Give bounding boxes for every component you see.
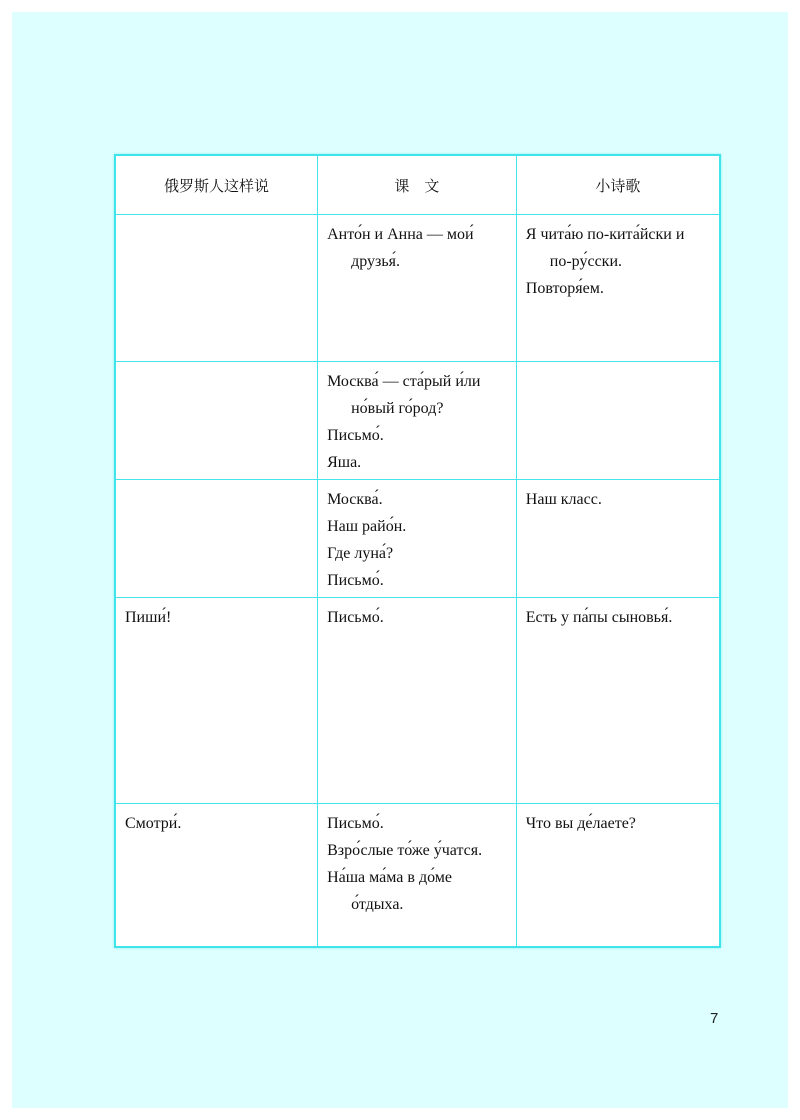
cell-line: Москва́. [327, 491, 383, 508]
poem-cell-content [517, 215, 719, 302]
header-russian-phrases: 俄罗斯人这样说 [115, 155, 318, 215]
phrase-cell [115, 215, 318, 362]
phrase-cell-content [116, 480, 317, 486]
poem-cell [516, 598, 720, 804]
cell-line: по-ру́сски. [549, 253, 622, 270]
text-cell-content [318, 480, 516, 594]
cell-line: Письмо́. [327, 572, 384, 589]
text-cell [318, 804, 517, 948]
poem-cell-content [517, 804, 719, 837]
cell-line: Яша. [327, 454, 362, 471]
table-row [115, 480, 720, 598]
cell-line: Анто́н и Анна — мои́ [327, 226, 474, 243]
cell-line: Я чита́ю по-кита́йски и [525, 226, 685, 243]
cell-line: Наш райо́н. [327, 518, 407, 535]
header-poems: 小诗歌 [516, 155, 720, 215]
text-cell-content [318, 804, 516, 918]
poem-cell [516, 480, 720, 598]
phrase-cell [115, 362, 318, 480]
cell-line: о́тдыха. [351, 896, 404, 913]
cell-line: Москва́ — ста́рый и́ли [327, 373, 481, 390]
cell-line: Письмо́. [327, 609, 384, 626]
table-row [115, 362, 720, 480]
cell-line: Что вы де́лаете? [525, 815, 636, 832]
text-cell-content [318, 598, 516, 631]
page-number: 7 [710, 1010, 719, 1027]
cell-line: Есть у па́пы сыновья́. [525, 609, 673, 626]
phrase-cell-content [116, 804, 317, 837]
cell-line: Письмо́. [327, 427, 384, 444]
cell-line: Смотри́. [125, 815, 182, 832]
phrase-cell-content [116, 362, 317, 368]
table-header-row [115, 155, 720, 215]
cell-line: Взро́слые то́же у́чатся. [327, 842, 483, 859]
text-cell-content [318, 362, 516, 476]
phrase-cell-content [116, 598, 317, 631]
cell-line: друзья́. [351, 253, 400, 270]
cell-line: но́вый го́род? [351, 400, 444, 417]
text-cell [318, 598, 517, 804]
phrase-cell [115, 480, 318, 598]
phrase-cell-content [116, 215, 317, 221]
poem-cell [516, 215, 720, 362]
cell-line: Повторя́ем. [525, 280, 604, 297]
cell-line: Где луна́? [327, 545, 394, 562]
text-cell-content [318, 215, 516, 275]
poem-cell-content [517, 480, 719, 513]
poem-cell-content [517, 598, 719, 631]
poem-cell [516, 804, 720, 948]
phrase-cell [115, 598, 318, 804]
table-row [115, 215, 720, 362]
table-row [115, 598, 720, 804]
text-cell [318, 362, 517, 480]
header-texts: 课 文 [318, 155, 517, 215]
lesson-table [114, 154, 721, 948]
phrase-cell [115, 804, 318, 948]
poem-cell-content [517, 362, 719, 368]
table-row [115, 804, 720, 948]
text-cell [318, 215, 517, 362]
text-cell [318, 480, 517, 598]
poem-cell [516, 362, 720, 480]
cell-line: Наш класс. [525, 491, 602, 508]
cell-line: Письмо́. [327, 815, 384, 832]
cell-line: Пиши́! [125, 609, 172, 626]
cell-line: На́ша ма́ма в до́ме [327, 869, 453, 886]
